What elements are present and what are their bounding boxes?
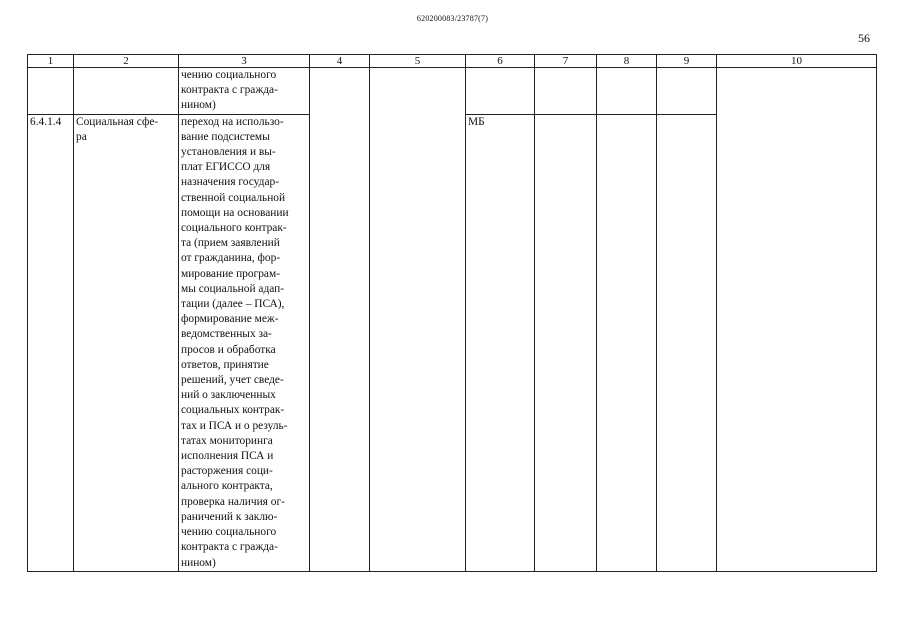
table-cell: [466, 68, 535, 115]
column-header: 8: [597, 55, 657, 68]
table-cell: [535, 68, 597, 115]
column-header: 1: [28, 55, 74, 68]
sphere-cell: Социальная сфе- ра: [74, 114, 179, 571]
column-header: 2: [74, 55, 179, 68]
table-cell: [310, 68, 370, 572]
description-cell: переход на использо- вание подсистемы установления и вы- плат ЕГИССО для назначения государ- ственной социальной помощи на основании социального контрак- та (прием заявлений от гражданина, фор- мирование програм- мы социальной адап- тации (далее – ПСА), формирование меж- ведомственных за- просов и обработка ответов, принятие решений, учет сведе- ний о заключенных социальных контрак- тах и ПСА и о резуль- татах мониторинга исполнения ПСА и расторжения соци- ального контракта, проверка наличия ог- раничений к заклю- чению социального контракта с гражда- нином): [179, 114, 310, 571]
row-number: 6.4.1.4: [28, 114, 74, 571]
page-number: 56: [858, 31, 870, 45]
table-cell: [657, 114, 717, 571]
table-cell: [597, 114, 657, 571]
column-header: 7: [535, 55, 597, 68]
column-header: 10: [717, 55, 877, 68]
table-cell: [597, 68, 657, 115]
funding-source-cell: МБ: [466, 114, 535, 571]
column-header: 6: [466, 55, 535, 68]
column-header: 9: [657, 55, 717, 68]
table-cell: [74, 68, 179, 115]
table-cell: [657, 68, 717, 115]
header-row: [28, 55, 877, 68]
column-header: 4: [310, 55, 370, 68]
table-cell: [717, 68, 877, 572]
table-cell: [370, 68, 466, 572]
column-header: 3: [179, 55, 310, 68]
plan-table: [27, 54, 877, 572]
document-id: 620200083/23787(7): [416, 14, 489, 23]
column-header: 5: [370, 55, 466, 68]
table-cell: [28, 68, 74, 115]
continuation-text: чению социального контракта с гражда- нином): [179, 68, 310, 115]
table-cell: [535, 114, 597, 571]
continuation-row: [28, 68, 877, 115]
